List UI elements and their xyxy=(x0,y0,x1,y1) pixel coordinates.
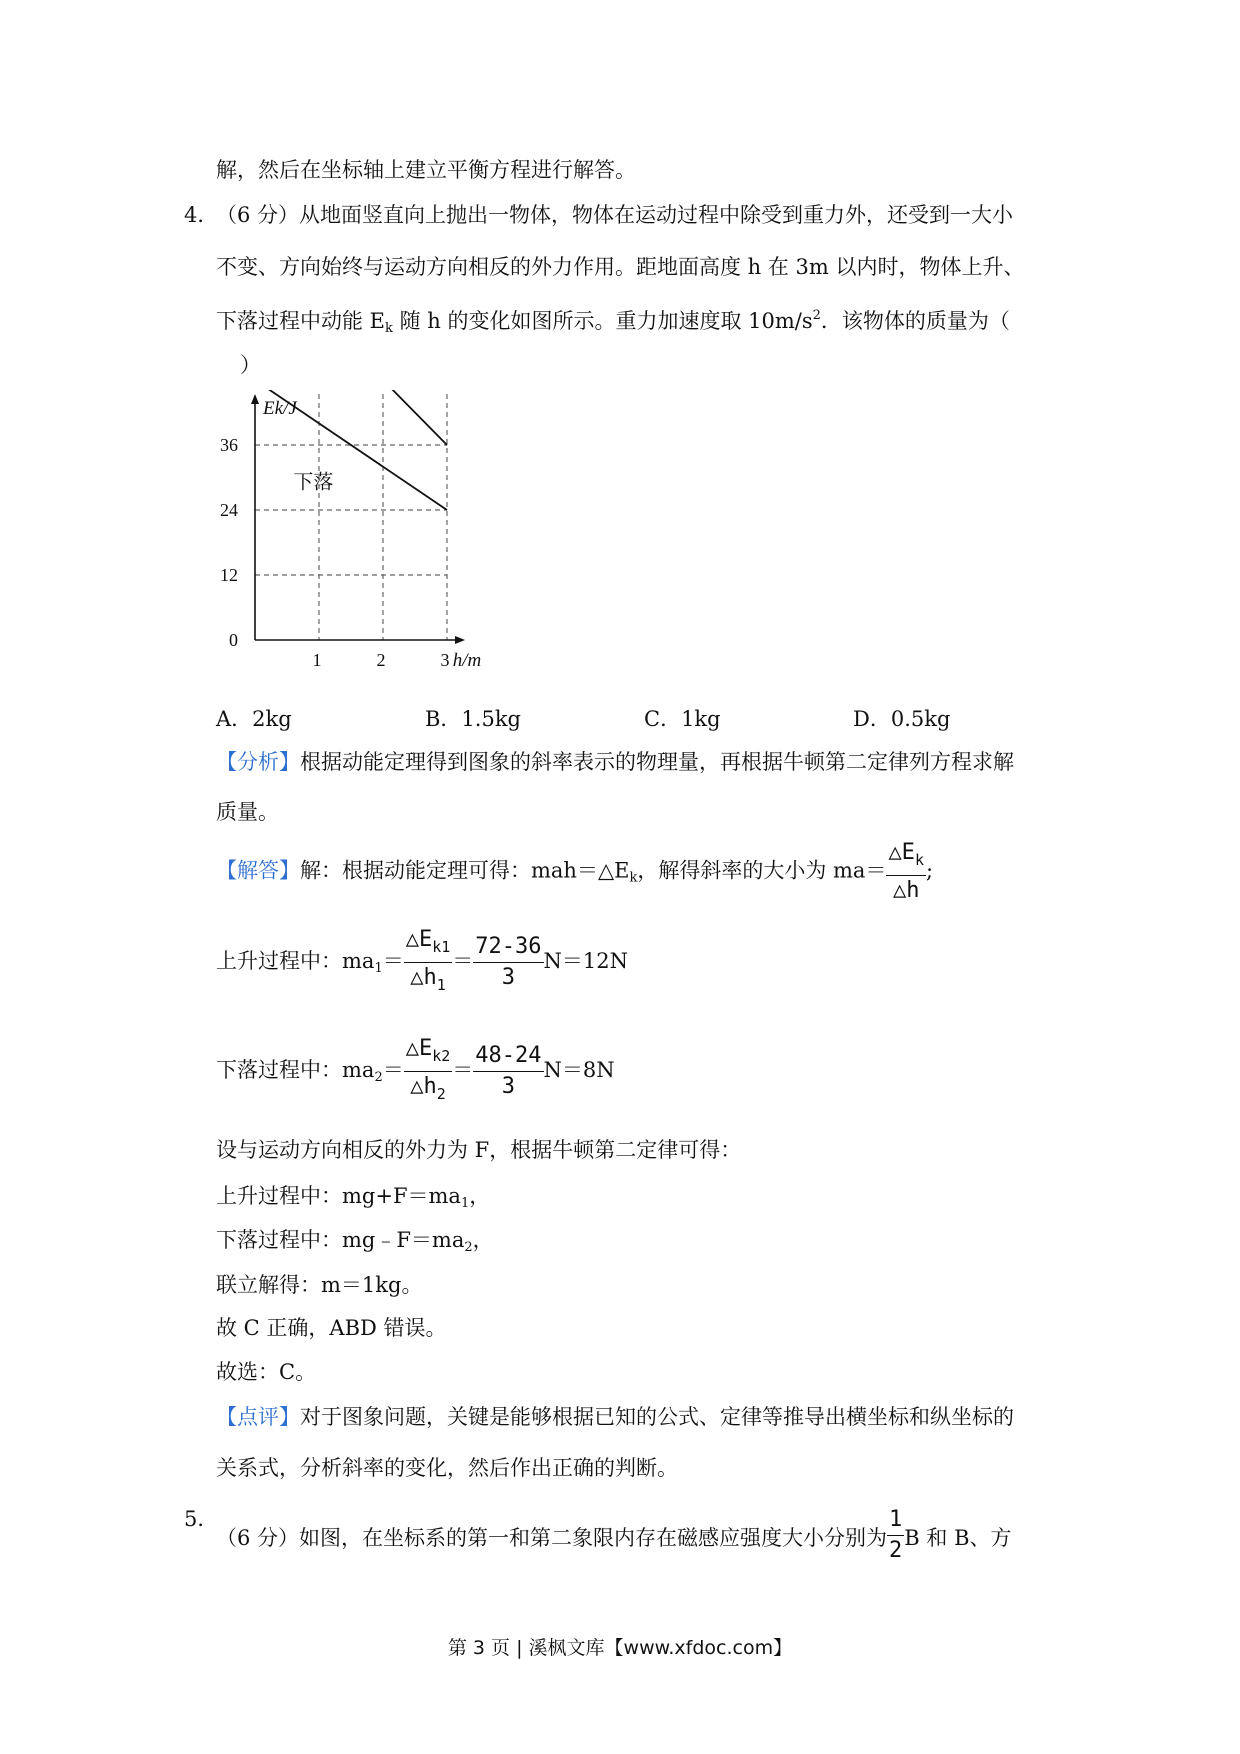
option-b: B．1.5kg xyxy=(425,707,521,731)
question-text: 不变、方向始终与运动方向相反的外力作用。距地面高度 h 在 3m 以内时，物体上升、 xyxy=(216,255,1025,279)
answer-line: 下落过程中：$ma_2=$ $\frac{\triangle E_{k2}}{\triangle h_2}$ ＝ $\frac{48-24}{3}$ N＝8N xyxy=(216,1034,615,1109)
analysis-line: 【分析】根据动能定理得到图象的斜率表示的物理量，再根据牛顿第二定律列方程求解 xyxy=(216,750,1014,774)
answer-line: 设与运动方向相反的外力为 F，根据牛顿第二定律可得： xyxy=(216,1138,742,1162)
y-tick-label: 24 xyxy=(220,500,238,520)
x-tick-label: 3 xyxy=(440,650,450,670)
answer-line: 【解答】解：根据动能定理可得：$mah=\triangle E_k$，解得斜率的大小为 ma＝ $\frac{\triangle E_k}{\triangle h}$ ; xyxy=(216,838,933,906)
answer-line: 下落过程中：$mg﹣F=ma_2$， xyxy=(216,1228,494,1255)
down-value-fraction: $\frac{48-24}{3}$ xyxy=(475,1043,542,1099)
up-value-fraction: $\frac{72-36}{3}$ xyxy=(475,934,542,990)
answer-line: 上升过程中：$mg+F=ma_1$， xyxy=(216,1184,491,1211)
option-c: C．1kg xyxy=(644,707,721,731)
slope-fraction: $\frac{\triangle E_k}{\triangle h}$ xyxy=(888,840,924,903)
comment-tag: 【点评】 xyxy=(216,1405,300,1429)
y-tick-label: 36 xyxy=(220,435,238,455)
analysis-tag: 【分析】 xyxy=(216,750,300,774)
down-fraction: $\frac{\triangle E_{k2}}{\triangle h_2}$ xyxy=(405,1036,451,1103)
question-text: （6 分）如图，在坐标系的第一和第二象限内存在磁感应强度大小分别为 $\frac{1}{2}$ B 和 B、方 xyxy=(216,1505,1012,1566)
comment-line: 关系式，分析斜率的变化，然后作出正确的判断。 xyxy=(216,1456,678,1480)
option-d: D．0.5kg xyxy=(853,707,951,731)
question-number: 4． xyxy=(184,203,219,227)
y-axis-arrow xyxy=(251,394,259,404)
y-tick-label: 0 xyxy=(229,630,238,650)
question-text: （6 分）从地面竖直向上抛出一物体，物体在运动过程中除受到重力外，还受到一大小 xyxy=(216,203,1014,227)
answer-line: 联立解得：m＝1kg。 xyxy=(216,1273,423,1297)
comment-line: 【点评】对于图象问题，关键是能够根据已知的公式、定律等推导出横坐标和纵坐标的 xyxy=(216,1405,1014,1429)
x-tick-label: 1 xyxy=(312,650,322,670)
answer-line: 故选：C。 xyxy=(216,1360,317,1384)
up-fraction: $\frac{\triangle E_{k1}}{\triangle h_1}$ xyxy=(405,927,451,994)
half-fraction: $\frac{1}{2}$ xyxy=(889,1507,903,1563)
x-axis-label: h/m xyxy=(452,650,482,671)
x-tick-label: 2 xyxy=(376,650,386,670)
option-a: A．2kg xyxy=(216,707,292,731)
page-footer: 第 3 页 | 溪枫文库【www.xfdoc.com】 xyxy=(447,1637,793,1659)
question-number: 5． xyxy=(184,1507,219,1531)
y-tick-label: 12 xyxy=(220,565,238,585)
answer-tag: 【解答】 xyxy=(216,858,300,883)
series-label-2: 下落 xyxy=(293,471,334,494)
question-text: 下落过程中动能 $E_k$ 随 h 的变化如图所示。重力加速度取 $10m/s^2$．该物体的质量为（ xyxy=(216,308,1010,336)
energy-height-chart xyxy=(205,390,525,680)
analysis-line: 质量。 xyxy=(216,800,279,824)
answer-line: 故 C 正确，ABD 错误。 xyxy=(216,1316,447,1340)
answer-line: 上升过程中：$ma_1=$ $\frac{\triangle E_{k1}}{\triangle h_1}$ ＝ $\frac{72-36}{3}$ N＝12N xyxy=(216,925,628,1000)
y-axis-label: Ek/J xyxy=(263,398,297,419)
text-line: 解，然后在坐标轴上建立平衡方程进行解答。 xyxy=(216,158,636,182)
question-text: ） xyxy=(240,353,261,377)
x-axis-arrow xyxy=(455,636,465,644)
